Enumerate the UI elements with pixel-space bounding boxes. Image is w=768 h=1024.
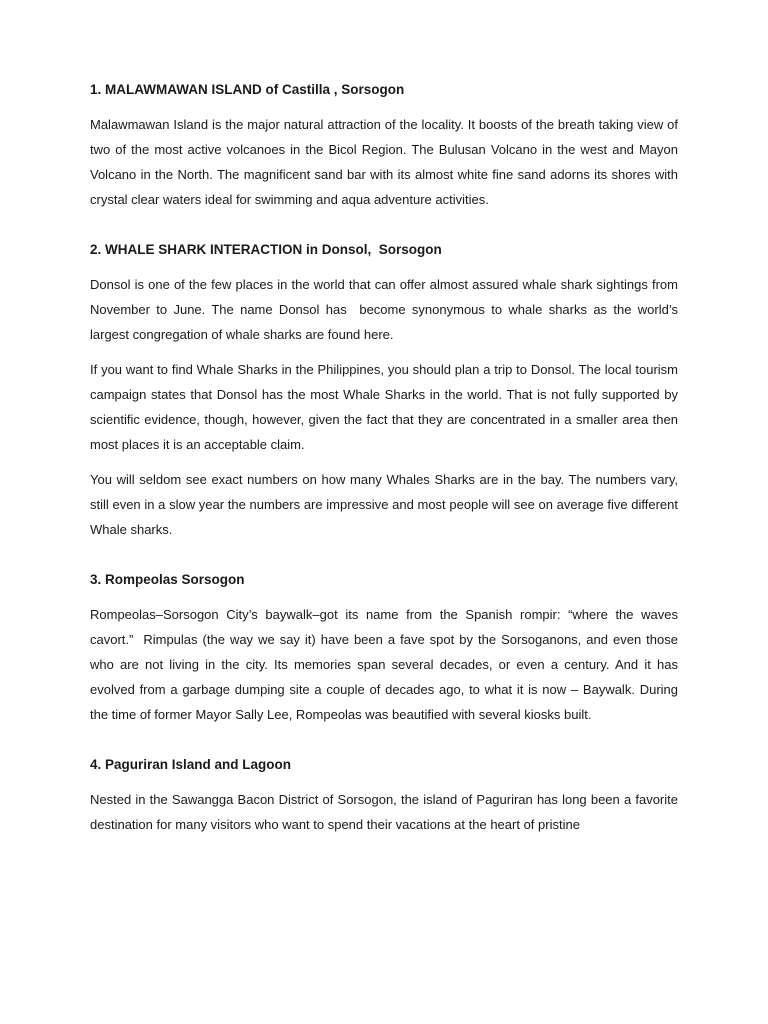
section-heading: 3. Rompeolas Sorsogon <box>90 572 245 587</box>
section-rompeolas <box>90 570 682 727</box>
document-page <box>90 80 682 837</box>
section-paragraph: Donsol is one of the few places in the world that can offer almost assured whale shark sightings from November to June. The name Donsol has become synonymous to whale sharks as the world’s largest congregation of whale sharks are found here. <box>90 277 682 342</box>
section-whale-shark-interaction <box>90 240 682 542</box>
section-paguriran-island <box>90 755 682 837</box>
section-heading: 4. Paguriran Island and Lagoon <box>90 757 292 772</box>
section-paragraph: Malawmawan Island is the major natural attraction of the locality. It boosts of the breath taking view of two of the most active volcanoes in the Bicol Region. The Bulusan Volcano in the west and Mayon Volcano in the North. The magnificent sand bar with its almost white fine sand adorns its shores with crystal clear waters ideal for swimming and aqua adventure activities. <box>90 117 682 207</box>
section-paragraph: You will seldom see exact numbers on how many Whales Sharks are in the bay. The numbers vary, still even in a slow year the numbers are impressive and most people will see on average five different Whale sharks. <box>90 472 682 537</box>
section-heading: 1. MALAWMAWAN ISLAND of Castilla , Sorsogon <box>90 82 405 97</box>
section-paragraph: If you want to find Whale Sharks in the Philippines, you should plan a trip to Donsol. The local tourism campaign states that Donsol has the most Whale Sharks in the world. That is not fully supported by scientific evidence, though, however, given the fact that they are concentrated in a smaller area then most places it is an acceptable claim. <box>90 362 682 452</box>
section-paragraph: Nested in the Sawangga Bacon District of Sorsogon, the island of Paguriran has long been a favorite destination for many visitors who want to spend their vacations at the heart of pristine <box>90 792 682 832</box>
section-paragraph: Rompeolas–Sorsogon City’s baywalk–got its name from the Spanish rompir: “where the waves cavort.” Rimpulas (the way we say it) have been a fave spot by the Sorsoganons, and even those who are not living in the city. Its memories span several decades, or even a century. And it has evolved from a garbage dumping site a couple of decades ago, to what it is now – Baywalk. During the time of former Mayor Sally Lee, Rompeolas was beautified with several kiosks built. <box>90 607 682 722</box>
section-heading: 2. WHALE SHARK INTERACTION in Donsol, Sorsogon <box>90 242 442 257</box>
section-malawmawan-island <box>90 80 682 212</box>
